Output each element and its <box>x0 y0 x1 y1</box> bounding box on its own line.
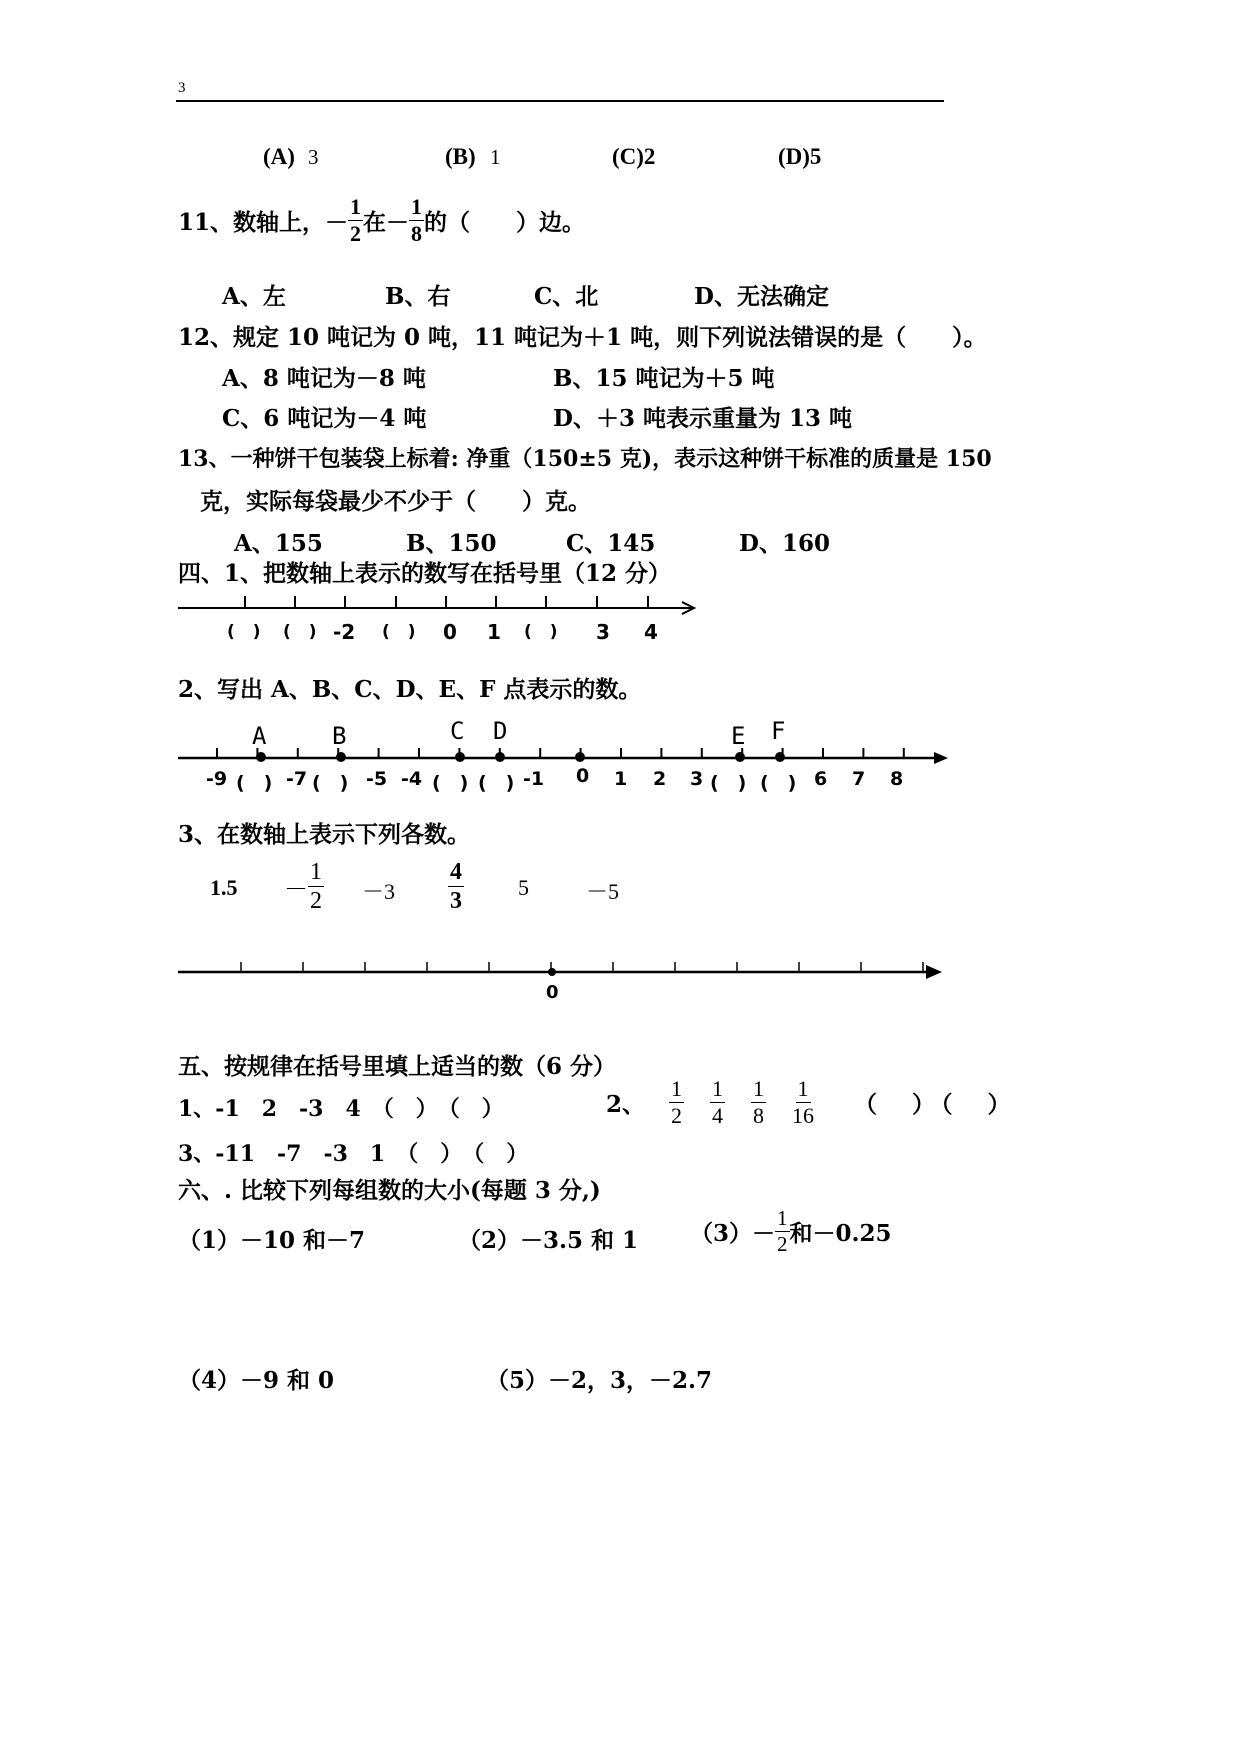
axis2-label-10: 1 <box>614 768 628 790</box>
q10-option-a-value: 3 <box>308 145 319 169</box>
q3-number-5: 5 <box>518 875 529 900</box>
axis2-point-C: C <box>450 717 465 745</box>
q13-option-d: D、160 <box>739 530 830 557</box>
s6-compare-3-num: 1 <box>777 1206 788 1230</box>
axis2-label-9: 0 <box>576 765 590 787</box>
s6-compare-3 <box>690 1208 892 1255</box>
axis2-point-B: B <box>332 722 347 750</box>
q13-option-b: B、150 <box>406 530 497 557</box>
s5-fraction-2 <box>710 1078 725 1127</box>
q11-f2-num: 1 <box>411 194 423 219</box>
q11-option-a: A、左 <box>222 283 286 310</box>
q10-option-b-value: 1 <box>490 145 501 169</box>
q13-line-1: 13、一种饼干包装袋上标着: 净重（150±5 克)，表示这种饼干标准的质量是 150 <box>178 446 992 472</box>
axis2-label-0: -9 <box>206 768 228 790</box>
q3-number-1: 1.5 <box>210 875 238 900</box>
q10-option-d: (D)5 <box>778 144 822 169</box>
axis2-point-A: A <box>252 722 267 750</box>
s5-fraction-1-den: 2 <box>671 1103 683 1128</box>
q3-number-3: －3 <box>362 879 396 904</box>
q12-option-d: D、＋3 吨表示重量为 13 吨 <box>553 405 852 432</box>
q11-f1-den: 2 <box>350 221 362 246</box>
s6-compare-3-prefix: （3）－ <box>690 1220 776 1247</box>
q11-f1-num: 1 <box>350 194 362 219</box>
axis2-point-F: F <box>771 717 786 745</box>
q13-option-c: C、145 <box>566 530 656 557</box>
s6-compare-4: （4）－9 和 0 <box>178 1367 335 1394</box>
section-5-title: 五、按规律在括号里填上适当的数（6 分） <box>178 1053 617 1080</box>
axis2-label-13: ( ) <box>710 772 747 794</box>
axis2-label-14: ( ) <box>760 772 797 794</box>
q3-fraction-half-den: 2 <box>310 888 322 914</box>
axis3-origin-dot <box>548 968 556 976</box>
axis1-label-1: ( ) <box>283 622 323 642</box>
s5-fraction-2-num: 1 <box>712 1076 724 1101</box>
q13-option-a: A、155 <box>234 530 323 557</box>
q11-suffix: 的（ ）边。 <box>424 209 586 236</box>
axis2-label-7: ( ) <box>478 772 515 794</box>
axis1-label-2: -2 <box>333 620 356 644</box>
axis2-label-1: ( ) <box>236 772 273 794</box>
section-4-q2-title: 2、写出 A、B、C、D、E、F 点表示的数。 <box>178 676 642 703</box>
s5-fraction-4-num: 1 <box>797 1076 809 1101</box>
s5-fraction-4-den: 16 <box>792 1103 815 1128</box>
q12-option-a: A、8 吨记为－8 吨 <box>222 365 426 392</box>
q12-option-b: B、15 吨记为＋5 吨 <box>553 365 775 392</box>
section-6-title: 六、. 比较下列每组数的大小(每题 3 分,) <box>178 1177 601 1204</box>
q12-question: 12、规定 10 吨记为 0 吨，11 吨记为＋1 吨，则下列说法错误的是（ ）。 <box>178 324 987 351</box>
s5-fraction-1 <box>669 1078 684 1127</box>
s5-pattern-1: 1、-1 2 -3 4 （ ） （ ） <box>178 1096 504 1122</box>
q3-fraction-half-num: 1 <box>310 859 322 885</box>
s5-pattern-2-prefix: 2、 <box>606 1091 646 1118</box>
section-4-q3-title: 3、在数轴上表示下列各数。 <box>178 821 471 848</box>
q3-fraction-four-thirds-num: 4 <box>450 859 462 885</box>
s6-compare-3-fraction <box>775 1208 790 1255</box>
q10-option-b-label: (B) <box>445 144 476 169</box>
axis2-label-11: 2 <box>653 768 667 790</box>
q3-number-2-sign: － <box>284 877 308 903</box>
q3-fraction-four-thirds-den: 3 <box>450 888 462 914</box>
axis1-label-7: 3 <box>596 620 610 644</box>
s5-fraction-4 <box>792 1078 814 1127</box>
s6-compare-3-suffix: 和－0.25 <box>789 1220 892 1247</box>
axis1-label-8: 4 <box>644 620 658 644</box>
page-number: 3 <box>178 80 186 96</box>
s5-fraction-3-num: 1 <box>753 1076 765 1101</box>
s5-fraction-3 <box>751 1078 766 1127</box>
axis3-zero-label: 0 <box>546 982 559 1003</box>
s5-fraction-1-num: 1 <box>671 1076 683 1101</box>
axis2-label-16: 7 <box>852 768 866 790</box>
axis2-label-8: -1 <box>523 768 545 790</box>
section-4-title: 四、1、把数轴上表示的数写在括号里（12 分） <box>178 560 672 587</box>
q3-number-6: －5 <box>586 879 620 904</box>
axis1-label-3: ( ) <box>382 622 422 642</box>
axis2-label-5: -4 <box>401 768 423 790</box>
s6-compare-1: （1）－10 和－7 <box>178 1227 366 1254</box>
q11-option-d: D、无法确定 <box>694 283 829 310</box>
q10-option-a-label: (A) <box>263 144 295 169</box>
q11-option-c: C、北 <box>534 283 599 310</box>
s6-compare-3-den: 2 <box>777 1232 788 1256</box>
axis2-label-2: -7 <box>286 768 308 790</box>
axis1-label-5: 1 <box>487 620 501 644</box>
axis2-label-3: ( ) <box>312 772 349 794</box>
q10-option-c: (C)2 <box>612 144 656 169</box>
axis2-point-D: D <box>493 717 508 745</box>
q12-option-c: C、6 吨记为－4 吨 <box>222 405 427 432</box>
s5-fraction-2-den: 4 <box>712 1103 724 1128</box>
s5-pattern-3: 3、-11 -7 -3 1 （ ） （ ） <box>178 1141 529 1167</box>
axis2-label-17: 8 <box>890 768 904 790</box>
s5-fraction-3-den: 8 <box>753 1103 765 1128</box>
q11-f2-den: 8 <box>411 221 423 246</box>
axis2-point-E: E <box>731 722 746 750</box>
q13-line-2: 克，实际每袋最少不少于（ ）克。 <box>200 488 591 515</box>
axis2-label-4: -5 <box>366 768 388 790</box>
s5-pattern-2-blanks: （ ）（ ） <box>854 1091 1017 1118</box>
axis1-label-6: ( ) <box>524 622 564 642</box>
axis2-label-6: ( ) <box>432 772 469 794</box>
axis1-label-0: ( ) <box>227 622 267 642</box>
axis2-label-12: 3 <box>690 768 704 790</box>
q11-option-b: B、右 <box>385 283 451 310</box>
axis2-label-15: 6 <box>814 768 828 790</box>
s5-pattern-2 <box>606 1078 1017 1127</box>
q11-mid: 在－ <box>363 209 410 236</box>
q11-prefix: 11、数轴上，－ <box>178 209 349 236</box>
s6-compare-2: （2）－3.5 和 1 <box>458 1227 639 1254</box>
axis1-label-4: 0 <box>443 620 457 644</box>
s6-compare-5: （5）－2，3，－2.7 <box>486 1367 713 1394</box>
